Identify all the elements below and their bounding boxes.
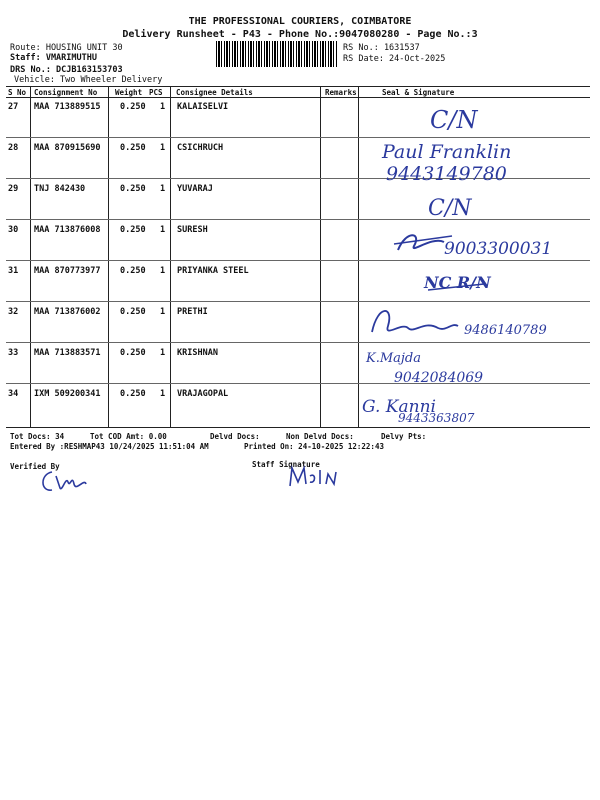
cell-sno: 28 xyxy=(8,143,19,153)
cell-consignee: VRAJAGOPAL xyxy=(177,389,229,399)
cell-pcs: 1 xyxy=(160,266,166,276)
cell-pcs: 1 xyxy=(160,389,166,399)
signature-row-27 xyxy=(430,104,490,140)
cell-weight: 0.250 xyxy=(120,348,146,358)
cell-weight: 0.250 xyxy=(120,225,146,235)
handwriting-text: 9443149780 xyxy=(386,163,507,185)
cell-weight: 0.250 xyxy=(120,184,146,194)
cell-pcs: 1 xyxy=(160,348,166,358)
col-header-remarks: Remarks xyxy=(325,88,357,97)
handwriting-text: C/N xyxy=(428,196,472,221)
col-header-seal-signature: Seal & Signature xyxy=(382,88,455,97)
signature-row-29 xyxy=(428,193,488,227)
company-title: THE PROFESSIONAL COURIERS, COIMBATORE xyxy=(188,16,412,27)
cell-consignment-no: MAA 870915690 xyxy=(34,143,101,153)
staff-text: Staff: VMARIMUTHU xyxy=(10,53,97,63)
cell-consignee: KRISHNAN xyxy=(177,348,218,358)
non-delvd-docs: Non Delvd Docs: xyxy=(286,432,354,441)
entered-by: Entered By :RESHMAP43 10/24/2025 11:51:04 AM xyxy=(10,442,209,451)
table-top-border xyxy=(6,86,590,87)
rs-date-text: RS Date: 24-Oct-2025 xyxy=(343,54,446,64)
delvd-docs: Delvd Docs: xyxy=(210,432,260,441)
cell-weight: 0.250 xyxy=(120,266,146,276)
cell-weight: 0.250 xyxy=(120,389,146,399)
cell-pcs: 1 xyxy=(160,102,166,112)
cell-consignee: CSICHRUCH xyxy=(177,143,224,153)
cell-consignee: YUVARAJ xyxy=(177,184,213,194)
signature-row-33 xyxy=(366,346,566,394)
cell-sno: 31 xyxy=(8,266,19,276)
runsheet-title: Delivery Runsheet - P43 - Phone No.:9047080280 - Page No.:3 xyxy=(122,29,478,40)
handwriting-text: K.Majda xyxy=(366,351,422,366)
cell-pcs: 1 xyxy=(160,184,166,194)
signature-row-31 xyxy=(424,270,524,304)
printed-on: Printed On: 24-10-2025 12:22:43 xyxy=(244,442,384,451)
cell-consignment-no: IXM 509200341 xyxy=(34,389,101,399)
col-header-pcs: PCS xyxy=(149,88,163,97)
cell-sno: 34 xyxy=(8,389,19,399)
signature-row-34 xyxy=(362,390,572,434)
row-divider xyxy=(6,219,590,220)
handwriting-text: G. Kanni xyxy=(362,397,436,417)
scribble-signature xyxy=(43,472,86,490)
cell-consignment-no: MAA 870773977 xyxy=(34,266,101,276)
cell-consignee: PRIYANKA STEEL xyxy=(177,266,249,276)
drs-text: DRS No.: DCJB163153703 xyxy=(10,65,123,75)
scribble-signature xyxy=(372,311,458,332)
cell-consignment-no: MAA 713876002 xyxy=(34,307,101,317)
handwriting-text: 9486140789 xyxy=(464,323,547,338)
scribble-signature xyxy=(290,468,336,486)
handwriting-text: 9042084069 xyxy=(394,370,484,386)
cell-weight: 0.250 xyxy=(120,307,146,317)
verified-by-label: Verified By xyxy=(10,462,60,471)
signature-row-32 xyxy=(368,302,578,346)
signature-row-28 xyxy=(380,138,580,188)
cell-pcs: 1 xyxy=(160,143,166,153)
handwriting-text: Paul Franklin xyxy=(382,141,512,163)
handwriting-text: C/N xyxy=(430,106,478,134)
cell-consignment-no: MAA 713889515 xyxy=(34,102,101,112)
handwriting-text: 9003300031 xyxy=(444,239,553,259)
cell-sno: 27 xyxy=(8,102,19,112)
cell-consignment-no: TNJ 842430 xyxy=(34,184,86,194)
cell-weight: 0.250 xyxy=(120,102,146,112)
staff-signature-label: Staff Signature xyxy=(252,460,320,469)
cell-consignment-no: MAA 713876008 xyxy=(34,225,101,235)
col-header-consignment: Consignment No xyxy=(34,88,98,97)
signature-row-30 xyxy=(392,224,592,268)
cell-consignee: KALAISELVI xyxy=(177,102,229,112)
rs-no-text: RS No.: 1631537 xyxy=(343,43,420,53)
col-header-consignee: Consignee Details xyxy=(176,88,253,97)
cell-consignee: PRETHI xyxy=(177,307,208,317)
col-header-sno: S No xyxy=(8,88,27,97)
cell-consignment-no: MAA 713883571 xyxy=(34,348,101,358)
tot-cod-amt: Tot COD Amt: 0.00 xyxy=(90,432,167,441)
cell-weight: 0.250 xyxy=(120,143,146,153)
cell-pcs: 1 xyxy=(160,307,166,317)
cell-sno: 29 xyxy=(8,184,19,194)
verified-by-signature xyxy=(38,466,98,500)
tot-docs: Tot Docs: 34 xyxy=(10,432,65,441)
handwriting-text: NC R/N xyxy=(424,273,491,292)
route-text: Route: HOUSING UNIT 30 xyxy=(10,43,123,53)
cell-sno: 30 xyxy=(8,225,19,235)
cell-sno: 33 xyxy=(8,348,19,358)
delvy-pts: Delvy Pts: xyxy=(381,432,427,441)
cell-consignee: SURESH xyxy=(177,225,208,235)
cell-sno: 32 xyxy=(8,307,19,317)
col-header-weight: Weight xyxy=(115,88,143,97)
handwriting-text: 9443363807 xyxy=(398,411,475,425)
cell-pcs: 1 xyxy=(160,225,166,235)
vehicle-text: Vehicle: Two Wheeler Delivery xyxy=(14,75,163,85)
staff-signature-mark xyxy=(286,462,346,496)
barcode xyxy=(216,41,338,67)
